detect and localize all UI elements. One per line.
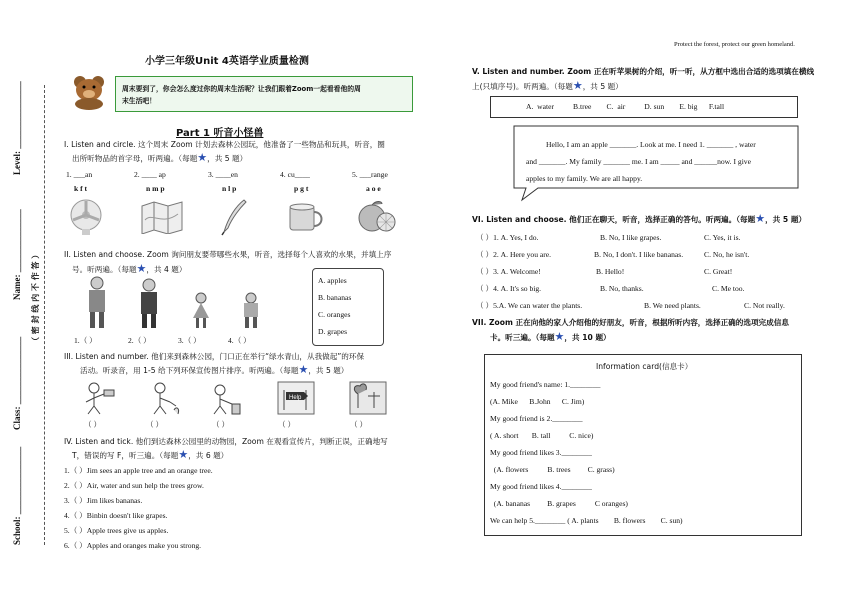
s1-options-2: n m p bbox=[146, 184, 165, 193]
star-icon: ★ bbox=[572, 79, 583, 92]
s6-q4-c: C. Me too. bbox=[712, 284, 745, 293]
intro-box bbox=[115, 76, 413, 112]
star-icon: ★ bbox=[178, 448, 189, 461]
s3-blank-4: （ ） bbox=[278, 420, 296, 429]
card-title: Information card(信息卡） bbox=[596, 362, 693, 371]
help-sign-icon bbox=[276, 380, 316, 416]
s6-q1-c: C. Yes, it is. bbox=[704, 233, 741, 242]
s7-head-1: VII. Zoom 正在向他的家人介绍他的好朋友，听音，根据所听内容，选择正确的选项完成信息 bbox=[472, 318, 789, 327]
eco-picture-1-icon bbox=[82, 380, 118, 416]
s1-options-4: p g t bbox=[294, 184, 309, 193]
s2-head-1: II. Listen and choose. Zoom 询问朋友要带哪些水果，听音，选择每个人喜欢的水果，并填上序 bbox=[64, 250, 392, 259]
s6-q1-b: B. No, I like grapes. bbox=[600, 233, 662, 242]
s4-head-1: IV. Listen and tick. 他们到达森林公园里的动物园，Zoom 在观看宣传片，判断正误，正确地写 bbox=[64, 437, 388, 446]
card-line-7: My good friend likes 4.________ bbox=[490, 482, 592, 491]
s4-item-5: 5.（ ）Apple trees give us apples. bbox=[64, 526, 169, 535]
class-label: Class: _______________ bbox=[12, 336, 22, 430]
card-line-9: We can help 5.________ ( A. plants B. flowers C. sun) bbox=[490, 516, 683, 525]
help-sign-text: Help bbox=[289, 395, 302, 401]
card-line-8: (A. bananas B. grapes C oranges) bbox=[490, 499, 628, 508]
s2-blank-3: 3.（ ） bbox=[178, 336, 201, 345]
s4-item-6: 6.（ ）Apples and oranges make you strong. bbox=[64, 541, 202, 550]
s4-item-4: 4.（ ）Binbin doesn't like grapes. bbox=[64, 511, 168, 520]
intro-line-2: 末生活吧！ bbox=[122, 97, 156, 105]
star-icon: ★ bbox=[554, 330, 565, 343]
s3-blank-3: （ ） bbox=[212, 420, 230, 429]
eco-picture-3-icon bbox=[208, 380, 244, 416]
s4-item-3: 3.（ ）Jim likes bananas. bbox=[64, 496, 143, 505]
s6-q3-c: C. Great! bbox=[704, 267, 733, 276]
s1-item-2: 2. ____ ap bbox=[134, 170, 166, 179]
bear-mascot-icon bbox=[66, 72, 112, 110]
card-line-5: My good friend likes 3.________ bbox=[490, 448, 592, 457]
s1-item-3: 3. ____en bbox=[208, 170, 238, 179]
seal-notice: （ 密 封 线 内 不 作 答 ） bbox=[31, 250, 40, 345]
star-icon: ★ bbox=[298, 363, 309, 376]
orange-icon bbox=[356, 198, 396, 234]
s5-passage-3: apples to my family. We are all happy. bbox=[526, 174, 643, 183]
s6-q2-a: （ ）2. A. Here you are. bbox=[476, 250, 552, 259]
card-line-6: (A. flowers B. trees C. grass) bbox=[490, 465, 615, 474]
star-icon: ★ bbox=[136, 262, 147, 275]
s5-passage-1: Hello, I am an apple _______. Look at me. I need 1. _______ , water bbox=[546, 140, 756, 149]
header-motto: Protect the forest, protect our green homeland. bbox=[674, 41, 795, 48]
s6-q3-b: B. Hello! bbox=[596, 267, 625, 276]
s3-head-1: III. Listen and number. 他们来到森林公园，门口正在举行“绿水青山，从我做起”的环保 bbox=[64, 352, 365, 361]
school-label: School: _______________ bbox=[12, 446, 22, 545]
s1-head-2: 出所听物品的首字母，听两遍。（每题★，共 5 题） bbox=[72, 151, 248, 164]
s1-item-4: 4. cu____ bbox=[280, 170, 310, 179]
page-title: 小学三年级Unit 4英语学业质量检测 bbox=[145, 56, 309, 67]
s3-blank-1: （ ） bbox=[84, 420, 102, 429]
s3-blank-5: （ ） bbox=[350, 420, 368, 429]
card-line-1: My good friend's name: 1.________ bbox=[490, 380, 601, 389]
seal-line bbox=[44, 85, 45, 545]
s1-options-3: n l p bbox=[222, 184, 237, 193]
choice-b: B. bananas bbox=[318, 293, 352, 302]
s2-blank-2: 2.（ ） bbox=[128, 336, 151, 345]
s6-q4-b: B. No, thanks. bbox=[600, 284, 644, 293]
s3-blank-2: （ ） bbox=[146, 420, 164, 429]
card-line-2: (A. Mike B.John C. Jim) bbox=[490, 397, 585, 406]
s6-head: VI. Listen and choose. 他们正在聊天，听音，选择正确的答句。听两遍。（每题★，共 5 题） bbox=[472, 212, 807, 225]
map-icon bbox=[140, 200, 184, 234]
s4-item-2: 2.（ ）Air, water and sun help the trees grow. bbox=[64, 481, 204, 490]
s7-head-2: 卡。听三遍。（每题★，共 10 题） bbox=[490, 330, 611, 343]
eco-picture-2-icon bbox=[146, 380, 182, 416]
s2-blank-4: 4.（ ） bbox=[228, 336, 251, 345]
card-line-3: My good friend is 2.________ bbox=[490, 414, 583, 423]
s1-options-5: a o e bbox=[366, 184, 381, 193]
s3-head-2: 活动。听录音，用 1-5 给下列环保宣传图片排序。听两遍。（每题★，共 5 题） bbox=[80, 363, 349, 376]
s2-head-2: 号。听两遍。（每题★，共 4 题） bbox=[72, 262, 187, 275]
s5-passage-2: and _______. My family _______ me. I am _____ and ______now. I give bbox=[526, 157, 751, 166]
part1-heading: Part 1 听音小怪兽 bbox=[176, 128, 264, 139]
choice-c: C. oranges bbox=[318, 310, 351, 319]
man-figure-icon bbox=[136, 278, 162, 330]
s4-item-1: 1.（ ）Jim sees an apple tree and an orange tree. bbox=[64, 466, 213, 475]
intro-line-1: 周末要到了，你会怎么度过你的周末生活呢？让我们跟着Zoom一起看看他的周 bbox=[122, 85, 361, 93]
fan-icon bbox=[66, 198, 106, 236]
s1-head-1: I. Listen and circle. 这个周末 Zoom 计划去森林公园玩，他准备了一些物品和玩具，听音，圈 bbox=[64, 140, 385, 149]
s6-q4-a: （ ）4. A. It's so big. bbox=[476, 284, 542, 293]
eco-picture-5-icon bbox=[348, 380, 388, 416]
cup-icon bbox=[286, 200, 326, 234]
s6-q3-a: （ ）3. A. Welcome! bbox=[476, 267, 541, 276]
s6-q5-a: （ ）5.A. We can water the plants. bbox=[476, 301, 583, 310]
s5-head-1: V. Listen and number. Zoom 正在听苹果树的介绍，听一听，从方框中选出合适的选项填在横线 bbox=[472, 67, 815, 76]
boy-figure-icon bbox=[84, 276, 110, 330]
s2-blank-1: 1.（ ） bbox=[74, 336, 97, 345]
girl-figure-icon bbox=[190, 292, 212, 330]
level-label: Level: _______________ bbox=[12, 81, 22, 175]
s6-q2-c: C. No, he isn't. bbox=[704, 250, 750, 259]
choice-d: D. grapes bbox=[318, 327, 348, 336]
s6-q1-a: （ ）1. A. Yes, I do. bbox=[476, 233, 539, 242]
s4-head-2: T，错误的写 F，听三遍。（每题★，共 6 题） bbox=[72, 448, 229, 461]
choice-a: A. apples bbox=[318, 276, 347, 285]
s1-item-1: 1. ___an bbox=[66, 170, 93, 179]
child-figure-icon bbox=[240, 292, 262, 330]
s1-options-1: k f t bbox=[74, 184, 88, 193]
s5-options: A. water B.tree C. air D. sun E. big F.tall bbox=[526, 102, 725, 111]
star-icon: ★ bbox=[755, 212, 766, 225]
card-line-4: ( A. short B. tall C. nice) bbox=[490, 431, 594, 440]
s6-q2-b: B. No, I don't. I like bananas. bbox=[594, 250, 684, 259]
star-icon: ★ bbox=[197, 151, 208, 164]
s6-q5-c: C. Not really. bbox=[744, 301, 785, 310]
pen-icon bbox=[218, 198, 248, 236]
name-label: Name: ______________ bbox=[12, 209, 22, 300]
s6-q5-b: B. We need plants. bbox=[644, 301, 701, 310]
s1-item-5: 5. ___range bbox=[352, 170, 388, 179]
s5-head-2: 上(只填序号)。听两遍。（每题★，共 5 题） bbox=[472, 79, 623, 92]
